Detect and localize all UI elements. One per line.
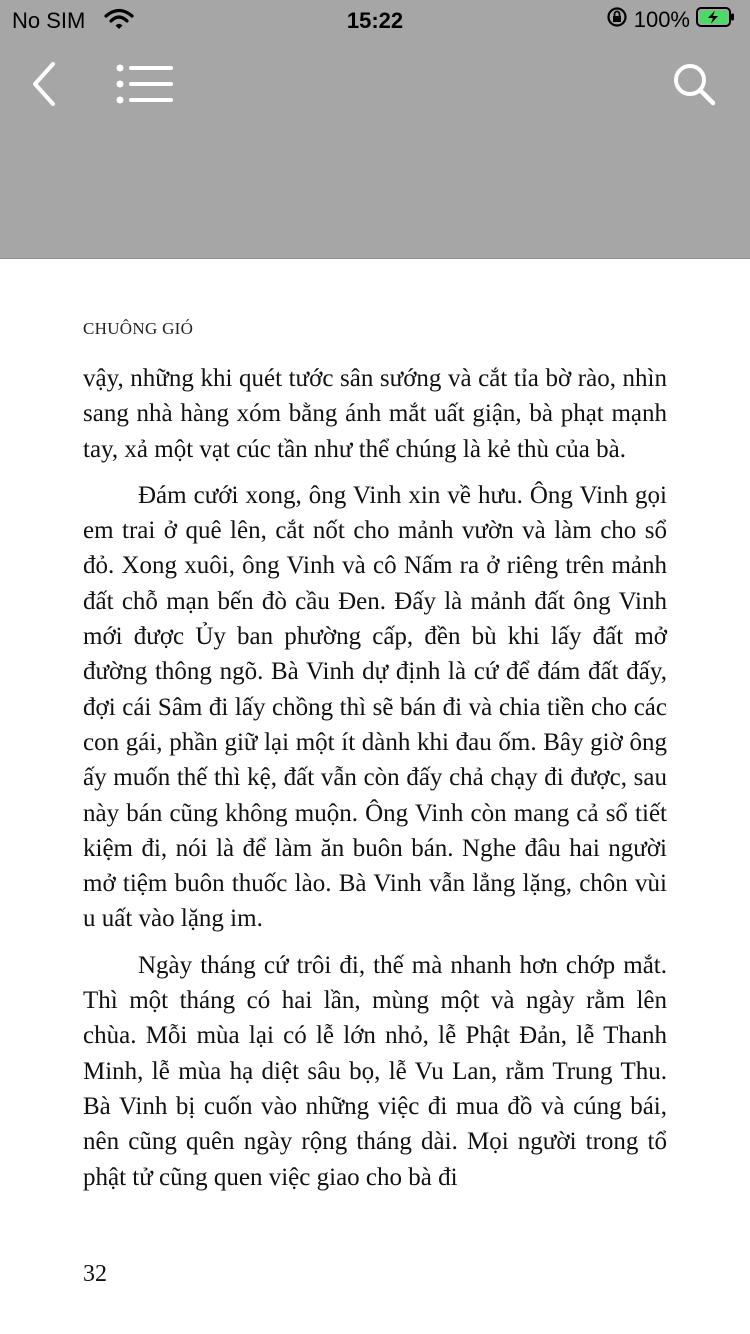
status-time: 15:22 xyxy=(346,8,404,33)
page-number: 32 xyxy=(83,1261,107,1287)
paragraph: Đám cưới xong, ông Vinh xin về hưu. Ông Vinh gọi em trai ở quê lên, cắt nốt cho mảnh vườn và làm cho sổ đỏ. Xong xuôi, ông Vinh và cô Nấm ra ở riêng trên mảnh đất chỗ mạn bến đò cầu Đen. Đấy là mảnh đất ông Vinh mới được Ủy ban phường cấp, đền bù khi lấy đất mở đường thông ngõ. Bà Vinh dự định là cứ để đám đất đấy, đợi cái Sâm đi lấy chồng thì sẽ bán đi và chia tiền cho các con gái, phần giữ lại một ít dành khi đau ốm. Bây giờ ông ấy muốn thế thì kệ, đất vẫn còn đấy chả chạy đi được, sau này bán cũng không muộn. Ông Vinh còn mang cả sổ tiết kiệm đi, nói là để làm ăn buôn bán. Nghe đâu hai người mở tiệm buôn thuốc lào. Bà Vinh vẫn lẳng lặng, chôn vùi u uất vào lặng im. xyxy=(83,481,667,933)
paragraph: vậy, những khi quét tước sân sướng và cắt tỉa bờ rào, nhìn sang nhà hàng xóm bằng ánh mắt uất giận, bà phạt mạnh tay, xả một vạt cúc tần như thể chúng là kẻ thù của bà. xyxy=(83,365,667,463)
battery-percent: 100% xyxy=(633,7,690,32)
search-icon xyxy=(670,60,718,108)
reader-top-overlay xyxy=(0,0,750,259)
running-header: CHUÔNG GIÓ xyxy=(83,319,194,338)
orientation-lock-icon xyxy=(606,6,628,34)
paragraph: Ngày tháng cứ trôi đi, thế mà nhanh hơn chớp mắt. Thì một tháng có hai lần, mùng một và ngày rằm lên chùa. Mỗi mùa lại có lễ lớn nhỏ, lễ Phật Đản, lễ Thanh Minh, lễ mùa hạ diệt sâu bọ, lễ Vu Lan, rằm Trung Thu. Bà Vinh bị cuốn vào những việc đi mua đồ và cúng bái, nên cũng quên ngày rộng tháng dài. Mọi người trong tổ phật tử cũng quen việc giao cho bà đi xyxy=(83,951,667,1191)
page-text xyxy=(83,361,667,1206)
status-bar xyxy=(0,0,750,40)
back-button[interactable] xyxy=(14,58,74,110)
search-button[interactable] xyxy=(664,58,724,110)
battery-charging-icon xyxy=(696,6,736,34)
chevron-left-icon xyxy=(29,60,59,108)
list-icon xyxy=(114,60,176,108)
carrier-label: No SIM xyxy=(12,8,86,33)
table-of-contents-button[interactable] xyxy=(110,58,180,110)
status-right-group xyxy=(606,6,736,34)
book-page[interactable] xyxy=(0,259,750,1334)
reader-toolbar xyxy=(0,52,750,116)
